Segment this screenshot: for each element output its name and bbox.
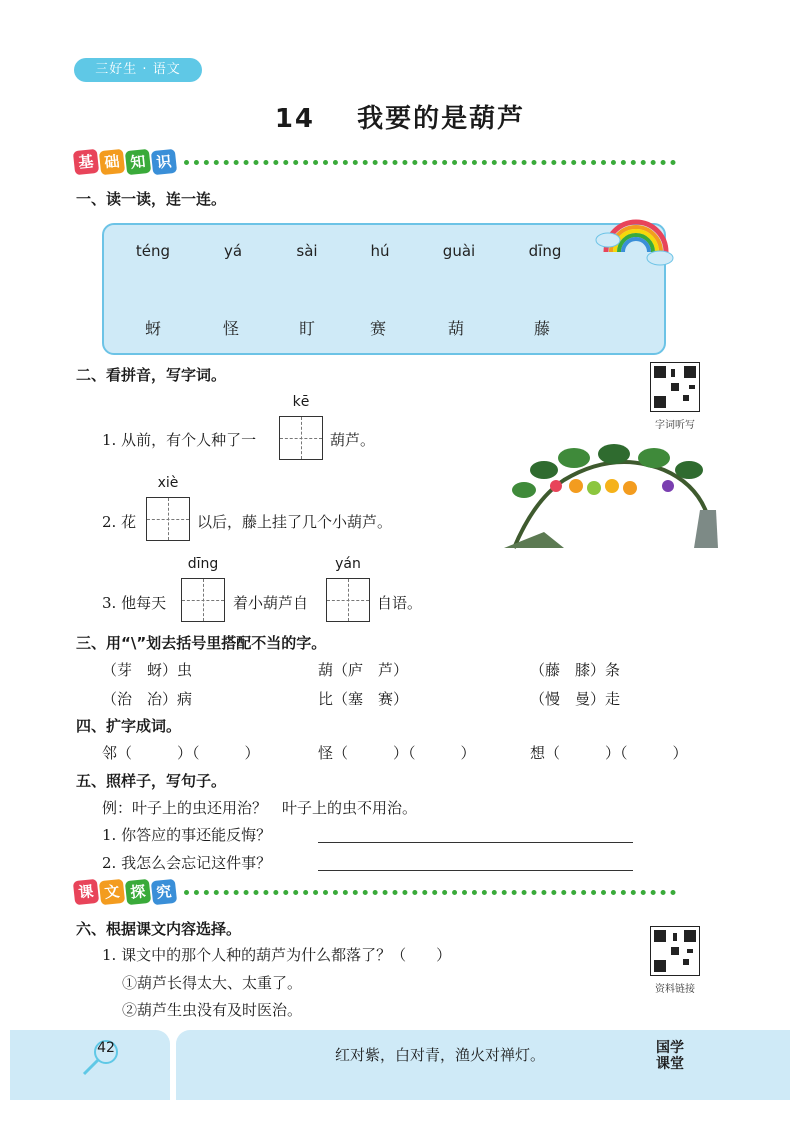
pinyin-hint: kē <box>292 394 310 410</box>
sentence-part: 葫芦。 <box>330 431 376 449</box>
writing-grid[interactable] <box>181 578 225 622</box>
lesson-name: 我要的是葫芦 <box>357 104 526 134</box>
sentence-prompt: 2. 我怎么会忘记这件事？ <box>102 854 272 872</box>
pinyin-item[interactable]: hú <box>370 242 390 260</box>
choice-item[interactable]: （治 冶）病 <box>102 690 193 708</box>
pinyin-hint: dīng <box>187 556 219 572</box>
writing-grid[interactable] <box>326 578 370 622</box>
banner-dots <box>184 160 676 165</box>
answer-line[interactable] <box>318 842 633 843</box>
footer-right-panel <box>176 1030 790 1100</box>
qr-code-icon[interactable] <box>650 362 700 412</box>
sentence-part: 2. 花 <box>102 513 137 531</box>
q6-title: 六、根据课文内容选择。 <box>76 920 242 938</box>
option-item[interactable]: ②葫芦生虫没有及时医治。 <box>122 1001 303 1019</box>
sentence-part: 1. 从前，有个人种了一 <box>102 431 257 449</box>
pinyin-item[interactable]: guài <box>442 242 476 260</box>
q1-title: 一、读一读，连一连。 <box>76 190 227 208</box>
hanzi-item[interactable]: 藤 <box>533 319 550 338</box>
hanzi-item[interactable]: 赛 <box>369 319 386 338</box>
banner-char: 究 <box>151 879 177 905</box>
page-number: 42 <box>97 1040 115 1056</box>
choice-item[interactable]: 葫（庐 芦） <box>318 661 409 679</box>
banner-char: 课 <box>73 879 99 905</box>
hanzi-item[interactable]: 怪 <box>222 319 239 338</box>
q5-title: 五、照样子，写句子。 <box>76 772 227 790</box>
pinyin-item[interactable]: dīng <box>528 242 562 260</box>
writing-grid[interactable] <box>146 497 190 541</box>
choice-item[interactable]: （慢 曼）走 <box>530 690 621 708</box>
pinyin-item[interactable]: téng <box>135 242 171 260</box>
footer-couplet: 红对紫，白对青，渔火对禅灯。 <box>334 1046 545 1064</box>
sentence-part: 以后，藤上挂了几个小葫芦。 <box>197 513 393 531</box>
banner-char: 础 <box>99 149 125 175</box>
footer-tag-line: 国学 <box>656 1040 684 1056</box>
sentence-part: 着小葫芦自 <box>233 594 309 612</box>
word-blank[interactable]: 怪（ ）（ ） <box>318 744 476 762</box>
page-title <box>0 98 800 135</box>
section-banner-basic <box>74 150 176 176</box>
banner-char: 识 <box>151 149 177 175</box>
footer-tag <box>656 1040 684 1072</box>
banner-char: 探 <box>125 879 151 905</box>
pinyin-item[interactable]: yá <box>223 242 243 260</box>
pinyin-item[interactable]: sài <box>296 242 318 260</box>
q3-title: 三、用“\”划去括号里搭配不当的字。 <box>76 634 327 652</box>
qr-label: 字词听写 <box>655 420 695 431</box>
footer-tag-line: 课堂 <box>656 1056 684 1072</box>
pinyin-hint: xiè <box>157 475 179 491</box>
series-badge: 三好生 · 语文 <box>74 58 202 82</box>
banner-dots-line <box>184 890 676 895</box>
qr-code-icon[interactable] <box>650 926 700 976</box>
answer-line[interactable] <box>318 870 633 871</box>
hanzi-item[interactable]: 葫 <box>447 319 464 338</box>
word-blank[interactable]: 邻（ ）（ ） <box>102 744 260 762</box>
gourd-vine-illustration <box>504 440 720 550</box>
pinyin-hint: yán <box>335 556 361 572</box>
banner-char: 文 <box>99 879 125 905</box>
section-banner-text <box>74 880 176 906</box>
q4-title: 四、扩字成词。 <box>76 717 182 735</box>
q2-title: 二、看拼音，写字词。 <box>76 366 227 384</box>
writing-grid[interactable] <box>279 416 323 460</box>
banner-char: 知 <box>125 149 151 175</box>
example-sentence: 例：叶子上的虫还用治？ 叶子上的虫不用治。 <box>102 799 418 817</box>
hanzi-item[interactable]: 蚜 <box>144 319 161 338</box>
choice-item[interactable]: 比（塞 赛） <box>318 690 409 708</box>
sentence-part: 3. 他每天 <box>102 594 167 612</box>
banner-char: 基 <box>73 149 99 175</box>
question-text: 1. 课文中的那个人种的葫芦为什么都落了？（ ） <box>102 946 452 964</box>
option-item[interactable]: ①葫芦长得太大、太重了。 <box>122 974 303 992</box>
word-blank[interactable]: 想（ ）（ ） <box>530 744 688 762</box>
choice-item[interactable]: （芽 蚜）虫 <box>102 661 193 679</box>
choice-item[interactable]: （藤 膝）条 <box>530 661 621 679</box>
rainbow-icon <box>594 206 678 272</box>
qr-label: 资料链接 <box>655 984 695 995</box>
lesson-number: 14 <box>274 104 316 134</box>
sentence-part: 自语。 <box>377 594 423 612</box>
sentence-prompt: 1. 你答应的事还能反悔？ <box>102 826 272 844</box>
hanzi-item[interactable]: 盯 <box>298 319 315 338</box>
